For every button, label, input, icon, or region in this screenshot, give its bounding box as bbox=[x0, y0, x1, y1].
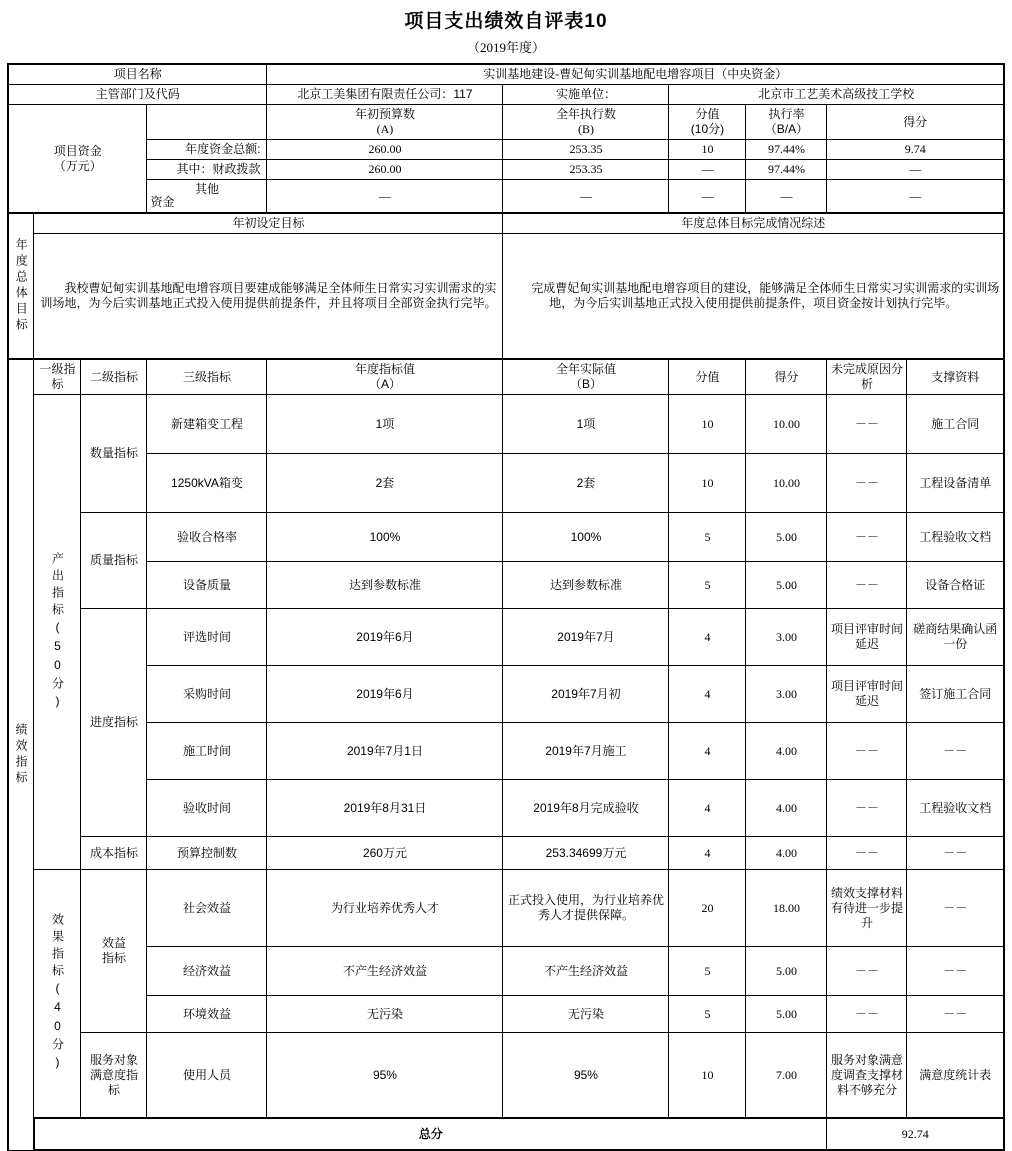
col-level3: 三级指标 bbox=[147, 359, 267, 395]
score-value: 5.00 bbox=[746, 513, 827, 562]
funds-total-score: 9.74 bbox=[827, 140, 1004, 160]
funds-total-row bbox=[8, 140, 1004, 160]
level3-label: 新建箱变工程 bbox=[147, 395, 267, 454]
table-row bbox=[8, 609, 1004, 666]
support-value: －－ bbox=[907, 996, 1004, 1033]
funds-total-rate: 97.44% bbox=[746, 140, 827, 160]
actual-value: 2019年7月初 bbox=[503, 666, 669, 723]
level3-label: 1250kVA箱变 bbox=[147, 454, 267, 513]
support-value: 签订施工合同 bbox=[907, 666, 1004, 723]
actual-value: 95% bbox=[503, 1033, 669, 1119]
level1-output-sub: (50分) bbox=[50, 619, 65, 713]
score-value: 4.00 bbox=[746, 780, 827, 837]
col-target-sub: （A） bbox=[368, 377, 401, 391]
reason-value: 服务对象满意度调查支撑材料不够充分 bbox=[827, 1033, 907, 1119]
funds-row-label-line2: （万元） bbox=[53, 158, 102, 173]
target-value: 不产生经济效益 bbox=[267, 947, 503, 996]
funds-fiscal-score: — bbox=[827, 160, 1004, 180]
weight-value: 4 bbox=[669, 666, 746, 723]
reason-value: －－ bbox=[827, 837, 907, 870]
indicators-side-label bbox=[8, 359, 34, 1150]
level3-label: 验收合格率 bbox=[147, 513, 267, 562]
support-value: －－ bbox=[907, 837, 1004, 870]
funds-other-row bbox=[8, 180, 1004, 214]
level1-effect-sub: (40分) bbox=[50, 981, 65, 1074]
support-value: 磋商结果确认函一份 bbox=[907, 609, 1004, 666]
level2-quantity: 数量指标 bbox=[81, 395, 147, 513]
reason-value: 项目评审时间延迟 bbox=[827, 666, 907, 723]
funds-other-budget: — bbox=[267, 180, 503, 214]
level3-label: 采购时间 bbox=[147, 666, 267, 723]
table-row bbox=[8, 395, 1004, 454]
reason-value: －－ bbox=[827, 996, 907, 1033]
table-row bbox=[8, 454, 1004, 513]
actual-value: 不产生经济效益 bbox=[503, 947, 669, 996]
level3-label: 施工时间 bbox=[147, 723, 267, 780]
table-row bbox=[8, 562, 1004, 609]
reason-value: －－ bbox=[827, 562, 907, 609]
col-reason: 未完成原因分析 bbox=[827, 359, 907, 395]
col-target bbox=[267, 359, 503, 395]
score-value: 5.00 bbox=[746, 996, 827, 1033]
annual-goal-content-row bbox=[8, 234, 1004, 360]
level2-benefit-line2: 指标 bbox=[101, 951, 126, 965]
funds-col-exec bbox=[503, 105, 669, 140]
funds-blank-cell bbox=[147, 105, 267, 140]
funds-col-weight-sub: (10分) bbox=[690, 122, 725, 136]
level1-effect-text: 效果指标 bbox=[50, 913, 65, 981]
target-value: 达到参数标准 bbox=[267, 562, 503, 609]
reason-value: 绩效支撑材料有待进一步提升 bbox=[827, 870, 907, 947]
support-value: －－ bbox=[907, 723, 1004, 780]
score-value: 5.00 bbox=[746, 562, 827, 609]
level2-quality: 质量指标 bbox=[81, 513, 147, 609]
implementing-unit-label: 实施单位： bbox=[503, 85, 669, 105]
performance-form-table bbox=[7, 63, 1005, 1151]
actual-value: 253.34699万元 bbox=[503, 837, 669, 870]
score-value: 3.00 bbox=[746, 666, 827, 723]
actual-value: 100% bbox=[503, 513, 669, 562]
level2-progress: 进度指标 bbox=[81, 609, 147, 837]
score-value: 10.00 bbox=[746, 454, 827, 513]
reason-value: －－ bbox=[827, 723, 907, 780]
support-value: 工程设备清单 bbox=[907, 454, 1004, 513]
target-value: 100% bbox=[267, 513, 503, 562]
funds-fiscal-weight: — bbox=[669, 160, 746, 180]
weight-value: 5 bbox=[669, 513, 746, 562]
level3-label: 使用人员 bbox=[147, 1033, 267, 1119]
table-row bbox=[8, 996, 1004, 1033]
weight-value: 4 bbox=[669, 837, 746, 870]
implementing-unit-value: 北京市工艺美术高级技工学校 bbox=[669, 85, 1004, 105]
support-value: 满意度统计表 bbox=[907, 1033, 1004, 1119]
level3-label: 经济效益 bbox=[147, 947, 267, 996]
funds-other-label-line1: 其他 bbox=[194, 182, 219, 196]
target-value: 1项 bbox=[267, 395, 503, 454]
support-value: 设备合格证 bbox=[907, 562, 1004, 609]
weight-value: 5 bbox=[669, 947, 746, 996]
target-value: 2019年6月 bbox=[267, 666, 503, 723]
funds-col-exec-sub: (B) bbox=[577, 122, 594, 136]
funds-col-score: 得分 bbox=[827, 105, 1004, 140]
table-row bbox=[8, 870, 1004, 947]
weight-value: 20 bbox=[669, 870, 746, 947]
level1-output-text: 产出指标 bbox=[50, 551, 65, 620]
score-value: 4.00 bbox=[746, 723, 827, 780]
weight-value: 4 bbox=[669, 609, 746, 666]
funds-other-label bbox=[147, 180, 267, 214]
level3-label: 设备质量 bbox=[147, 562, 267, 609]
col-actual bbox=[503, 359, 669, 395]
funds-other-weight: — bbox=[669, 180, 746, 214]
level3-label: 评选时间 bbox=[147, 609, 267, 666]
score-value: 7.00 bbox=[746, 1033, 827, 1119]
support-value: －－ bbox=[907, 947, 1004, 996]
funds-fiscal-budget: 260.00 bbox=[267, 160, 503, 180]
level2-satisfaction bbox=[81, 1033, 147, 1119]
funds-total-budget: 260.00 bbox=[267, 140, 503, 160]
table-row bbox=[8, 513, 1004, 562]
level2-cost: 成本指标 bbox=[81, 837, 147, 870]
level1-effect bbox=[34, 870, 81, 1119]
level2-satisfaction-line1: 服务对象 bbox=[89, 1052, 138, 1067]
annual-goal-done-header: 年度总体目标完成情况综述 bbox=[503, 213, 1004, 234]
level2-benefit bbox=[81, 870, 147, 1033]
support-value: 工程验收文档 bbox=[907, 513, 1004, 562]
funds-total-weight: 10 bbox=[669, 140, 746, 160]
col-weight: 分值 bbox=[669, 359, 746, 395]
level2-benefit-line1: 效益 bbox=[101, 936, 126, 950]
table-row bbox=[8, 666, 1004, 723]
funds-other-score: — bbox=[827, 180, 1004, 214]
weight-value: 4 bbox=[669, 780, 746, 837]
col-level2: 二级指标 bbox=[81, 359, 147, 395]
col-actual-sub: （B） bbox=[569, 377, 602, 391]
target-value: 2019年8月31日 bbox=[267, 780, 503, 837]
reason-value: －－ bbox=[827, 947, 907, 996]
total-value: 92.74 bbox=[827, 1118, 1004, 1150]
funds-col-rate-sub: （B/A） bbox=[764, 122, 809, 136]
col-score: 得分 bbox=[746, 359, 827, 395]
indicators-side-label-text: 绩效指标 bbox=[13, 722, 28, 787]
col-target-text: 年度指标值 bbox=[354, 362, 415, 376]
actual-value: 1项 bbox=[503, 395, 669, 454]
funds-other-label-line2: 资金 bbox=[150, 195, 175, 209]
reason-value: －－ bbox=[827, 395, 907, 454]
page-title: 项目支出绩效自评表10 bbox=[404, 11, 608, 32]
funds-fiscal-rate: 97.44% bbox=[746, 160, 827, 180]
funds-other-exec: — bbox=[503, 180, 669, 214]
funds-col-weight bbox=[669, 105, 746, 140]
table-row bbox=[8, 837, 1004, 870]
table-row bbox=[8, 723, 1004, 780]
target-value: 无污染 bbox=[267, 996, 503, 1033]
target-value: 260万元 bbox=[267, 837, 503, 870]
page-subtitle: （2019年度） bbox=[466, 40, 545, 55]
department-label: 主管部门及代码 bbox=[8, 85, 267, 105]
funds-col-exec-text: 全年执行数 bbox=[555, 107, 616, 121]
annual-goal-side-label bbox=[8, 213, 34, 359]
annual-goal-done-text: 完成曹妃甸实训基地配电增容项目的建设，能够满足全体师生日常实习实训需求的实训场地，为今后实训基地正式投入使用提供前提条件，项目资金按计划执行完毕。 bbox=[503, 234, 1004, 360]
target-value: 2019年7月1日 bbox=[267, 723, 503, 780]
score-value: 3.00 bbox=[746, 609, 827, 666]
annual-goal-set-header: 年初设定目标 bbox=[34, 213, 503, 234]
target-value: 95% bbox=[267, 1033, 503, 1119]
actual-value: 2019年7月 bbox=[503, 609, 669, 666]
department-row bbox=[8, 85, 1004, 105]
reason-value: －－ bbox=[827, 454, 907, 513]
project-name-label: 项目名称 bbox=[8, 64, 267, 85]
funds-col-weight-text: 分值 bbox=[695, 107, 720, 121]
support-value: 施工合同 bbox=[907, 395, 1004, 454]
reason-value: 项目评审时间延迟 bbox=[827, 609, 907, 666]
funds-other-rate: — bbox=[746, 180, 827, 214]
level3-label: 验收时间 bbox=[147, 780, 267, 837]
funds-col-budget-text: 年初预算数 bbox=[354, 107, 415, 121]
funds-total-exec: 253.35 bbox=[503, 140, 669, 160]
total-row bbox=[8, 1118, 1004, 1150]
funds-col-budget bbox=[267, 105, 503, 140]
level3-label: 社会效益 bbox=[147, 870, 267, 947]
total-label: 总分 bbox=[34, 1118, 827, 1150]
department-value: 北京工美集团有限责任公司：117 bbox=[267, 85, 503, 105]
funds-total-label: 年度资金总额: bbox=[147, 140, 267, 160]
target-value: 为行业培养优秀人才 bbox=[267, 870, 503, 947]
table-row bbox=[8, 1033, 1004, 1119]
reason-value: －－ bbox=[827, 780, 907, 837]
weight-value: 10 bbox=[669, 1033, 746, 1119]
weight-value: 5 bbox=[669, 562, 746, 609]
weight-value: 4 bbox=[669, 723, 746, 780]
project-name-value: 实训基地建设-曹妃甸实训基地配电增容项目（中央资金） bbox=[267, 64, 1004, 85]
funds-row-label-line1: 项目资金 bbox=[53, 143, 102, 158]
actual-value: 达到参数标准 bbox=[503, 562, 669, 609]
funds-fiscal-label: 其中：财政拨款 bbox=[147, 160, 267, 180]
level2-satisfaction-line2: 满意度指标 bbox=[89, 1067, 138, 1097]
table-row bbox=[8, 780, 1004, 837]
annual-goal-set-text: 我校曹妃甸实训基地配电增容项目要建成能够满足全体师生日常实习实训需求的实训场地，为今后实训基地正式投入使用提供前提条件，并且将项目全部资金执行完毕。 bbox=[34, 234, 503, 360]
actual-value: 2019年8月完成验收 bbox=[503, 780, 669, 837]
score-value: 10.00 bbox=[746, 395, 827, 454]
funds-col-rate-text: 执行率 bbox=[768, 107, 805, 121]
funds-fiscal-exec: 253.35 bbox=[503, 160, 669, 180]
funds-col-rate bbox=[746, 105, 827, 140]
annual-goal-side-label-text: 年度总体目标 bbox=[14, 238, 29, 334]
table-row bbox=[8, 947, 1004, 996]
funds-fiscal-row bbox=[8, 160, 1004, 180]
score-value: 4.00 bbox=[746, 837, 827, 870]
project-name-row bbox=[8, 64, 1004, 85]
col-support: 支撑资料 bbox=[907, 359, 1004, 395]
reason-value: －－ bbox=[827, 513, 907, 562]
weight-value: 10 bbox=[669, 395, 746, 454]
actual-value: 无污染 bbox=[503, 996, 669, 1033]
funds-row-label bbox=[8, 105, 147, 214]
target-value: 2019年6月 bbox=[267, 609, 503, 666]
col-level1: 一级指标 bbox=[34, 359, 81, 395]
target-value: 2套 bbox=[267, 454, 503, 513]
level3-label: 环境效益 bbox=[147, 996, 267, 1033]
indicators-header-row bbox=[8, 359, 1004, 395]
weight-value: 10 bbox=[669, 454, 746, 513]
score-value: 18.00 bbox=[746, 870, 827, 947]
level1-output bbox=[34, 395, 81, 870]
annual-goal-header-row bbox=[8, 213, 1004, 234]
actual-value: 2019年7月施工 bbox=[503, 723, 669, 780]
col-actual-text: 全年实际值 bbox=[555, 362, 616, 376]
funds-header-row bbox=[8, 105, 1004, 140]
actual-value: 正式投入使用，为行业培养优秀人才提供保障。 bbox=[503, 870, 669, 947]
support-value: 工程验收文档 bbox=[907, 780, 1004, 837]
support-value: －－ bbox=[907, 870, 1004, 947]
score-value: 5.00 bbox=[746, 947, 827, 996]
level3-label: 预算控制数 bbox=[147, 837, 267, 870]
weight-value: 5 bbox=[669, 996, 746, 1033]
actual-value: 2套 bbox=[503, 454, 669, 513]
funds-col-budget-sub: (A) bbox=[376, 122, 394, 136]
